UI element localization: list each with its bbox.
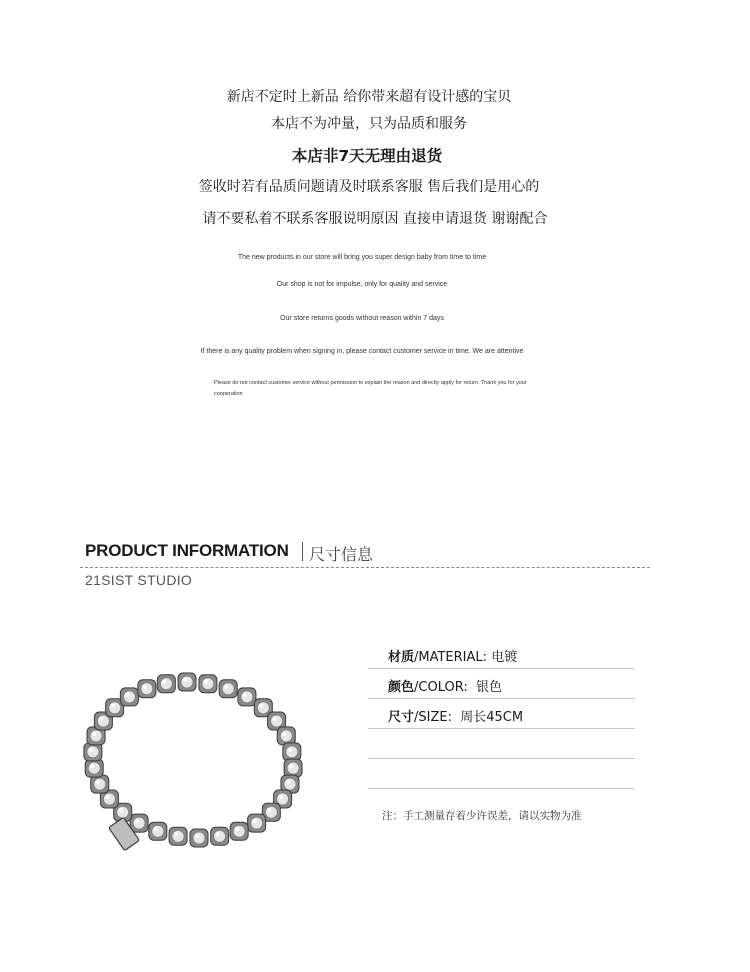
bracelet-stone: [178, 673, 196, 691]
bracelet-stone: [84, 743, 102, 761]
bracelet-stone: [283, 743, 301, 761]
notice-en-line-5: Please do not contact customer service without permission to explain the reason and directly apply for return. Thank you for your cooperation: [214, 380, 527, 397]
material-label: 材质: [388, 650, 415, 665]
bracelet-stone: [277, 727, 295, 745]
bracelet-stone: [169, 827, 187, 845]
color-value: 银色: [476, 680, 503, 695]
bracelet-stone: [248, 814, 266, 832]
studio-name: 21SIST STUDIO: [85, 572, 193, 588]
material-value: 电镀: [491, 650, 518, 665]
product-information-title-cn: 尺寸信息: [309, 545, 374, 564]
notice-en-line-4: If there is any quality problem when signing in, please contact customer service in time. We are attentive: [200, 348, 524, 355]
notice-en-line-2: Our shop is not for impulse, only for quality and service: [276, 281, 448, 288]
notice-cn-line-1: 新店不定时上新品 给你带来超有设计感的宝贝: [226, 89, 512, 105]
bracelet-stone: [85, 759, 103, 777]
color-label: 颜色: [388, 680, 415, 695]
notice-en-line-3: Our store returns goods without reason within 7 days: [280, 315, 444, 322]
spec-row-size: [368, 698, 635, 729]
bracelet-stone: [199, 675, 217, 693]
spec-row-material: [368, 638, 635, 669]
spec-row-empty-2: [368, 758, 635, 789]
notice-cn-line-2: 本店不为冲量，只为品质和服务: [271, 116, 467, 132]
measurement-note: 注：手工测量存着少许误差，请以实物为准: [382, 810, 582, 822]
size-label: 尺寸: [388, 710, 415, 725]
dashed-divider: [80, 567, 650, 568]
bracelet-stone: [120, 688, 138, 706]
spec-row-empty-1: [368, 728, 635, 759]
notice-cn-line-4: 签收时若有品质问题请及时联系客服 售后我们是用心的: [198, 179, 540, 195]
bracelet-stone: [91, 775, 109, 793]
spec-row-color: [368, 668, 635, 699]
bracelet-stone: [130, 814, 148, 832]
bracelet-stone: [284, 759, 302, 777]
size-label-en: /SIZE:: [414, 710, 452, 725]
bracelet-stone: [219, 680, 237, 698]
bracelet-stone: [190, 829, 208, 847]
color-label-en: /COLOR:: [414, 680, 468, 695]
size-value: 周长45CM: [460, 710, 524, 725]
bracelet-stone: [211, 827, 229, 845]
material-label-en: /MATERIAL:: [414, 650, 488, 665]
silver-rhinestone-bracelet-icon: [75, 668, 315, 868]
product-information-title: PRODUCT INFORMATION: [85, 541, 289, 560]
bracelet-stone: [238, 688, 256, 706]
bracelet-stone: [230, 822, 248, 840]
bracelet-photo: [75, 668, 315, 872]
notice-cn-line-3: 本店非7天无理由退货: [291, 147, 443, 165]
bracelet-stone: [149, 822, 167, 840]
notice-en-line-1: The new products in our store will bring you super design baby from time to time: [237, 254, 487, 261]
bracelet-stone: [157, 675, 175, 693]
title-divider: [302, 542, 303, 561]
notice-cn-line-5: 请不要私着不联系客服说明原因 直接申请退货 谢谢配合: [202, 211, 548, 227]
bracelet-stone: [138, 680, 156, 698]
